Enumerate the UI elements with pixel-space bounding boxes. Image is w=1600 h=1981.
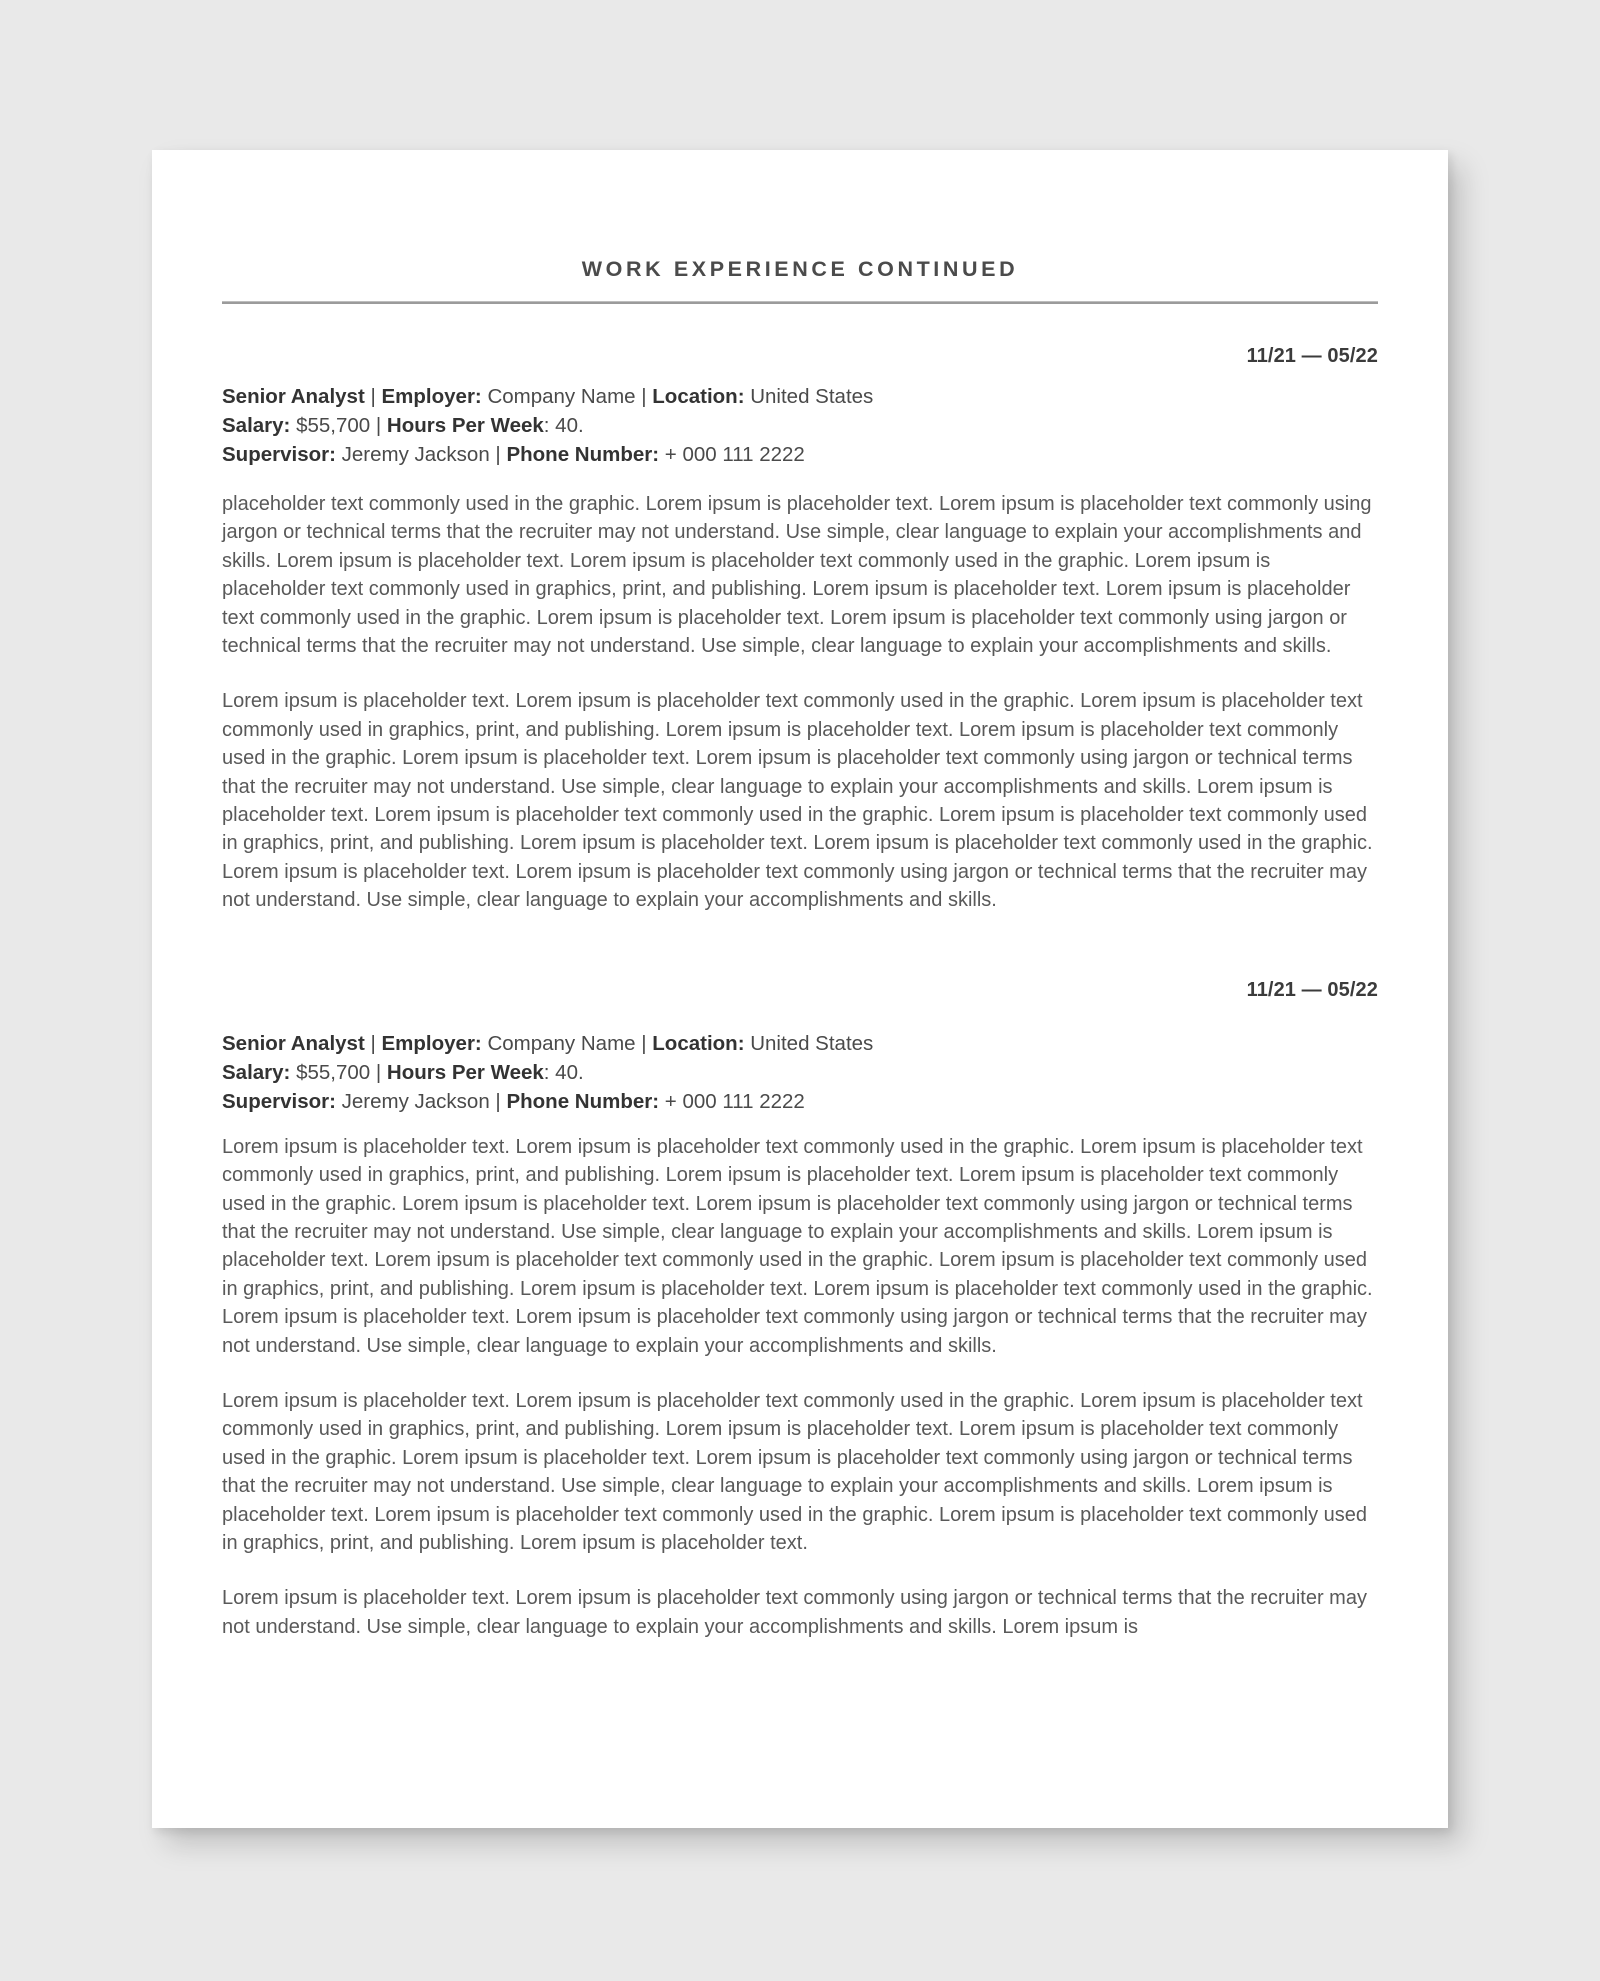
paragraph: Lorem ipsum is placeholder text. Lorem ipsum is placeholder text commonly using jargon or technical terms that the recruiter may not understand. Use simple, clear language to explain your accomplishments and skills. Lorem ipsum is bbox=[222, 1587, 1367, 1638]
location-value: United States bbox=[744, 1031, 874, 1055]
phone-label: Phone Number: bbox=[506, 443, 660, 466]
work-experience-entry bbox=[222, 345, 1378, 915]
location-value: United States bbox=[744, 385, 874, 408]
page-title: WORK EXPERIENCE CONTINUED bbox=[581, 257, 1019, 281]
resume-page bbox=[152, 150, 1448, 1828]
entry-description bbox=[222, 1133, 1378, 1642]
meta-separator: | bbox=[370, 1060, 387, 1084]
salary-value: $55,700 bbox=[290, 1060, 371, 1084]
salary-label: Salary: bbox=[222, 414, 291, 437]
work-experience-entry bbox=[222, 979, 1378, 1642]
entry-date-range: 11/21 — 05/22 bbox=[1246, 978, 1378, 1001]
phone-label: Phone Number: bbox=[506, 1089, 660, 1113]
entry-role: Senior Analyst bbox=[222, 1031, 365, 1055]
hours-label: Hours Per Week bbox=[386, 414, 544, 437]
paragraph: Lorem ipsum is placeholder text. Lorem ipsum is placeholder text commonly used in the graphic. Lorem ipsum is placeholder text commonly used in graphics, print, and publishing. Lorem ipsum is placeholder text. Lorem ipsum is placeholder text commonly used in the graphic. Lorem ipsum is placeholder text. Lorem ipsum is placeholder text commonly using jargon or technical terms that the recruiter may not understand. Use simple, clear language to explain your accomplishments and skills. Lorem ipsum is placeholder text. Lorem ipsum is placeholder text commonly used in the graphic. Lorem ipsum is placeholder text commonly used in graphics, print, and publishing. Lorem ipsum is placeholder text. Lorem ipsum is placeholder text commonly used in the graphic. Lorem ipsum is placeholder text. Lorem ipsum is placeholder text commonly using jargon or technical terms that the recruiter may not understand. Use simple, clear language to explain your accomplishments and skills. bbox=[222, 690, 1373, 912]
meta-separator: | bbox=[489, 443, 507, 466]
meta-separator: | bbox=[635, 385, 653, 408]
entry-description bbox=[222, 490, 1378, 915]
entry-date-range: 11/21 — 05/22 bbox=[1246, 345, 1378, 367]
hours-value: : 40. bbox=[543, 414, 584, 437]
entry-meta-line-supervisor bbox=[222, 440, 1378, 469]
phone-value: + 000 111 2222 bbox=[659, 443, 805, 466]
hours-label: Hours Per Week bbox=[386, 1060, 544, 1084]
salary-label: Salary: bbox=[222, 1060, 291, 1084]
supervisor-value: Jeremy Jackson bbox=[335, 1089, 490, 1113]
meta-separator: | bbox=[489, 1089, 507, 1113]
hours-value: : 40. bbox=[543, 1060, 584, 1084]
supervisor-label: Supervisor: bbox=[222, 443, 336, 466]
entry-meta bbox=[222, 382, 1378, 469]
paragraph: Lorem ipsum is placeholder text. Lorem ipsum is placeholder text commonly used in the graphic. Lorem ipsum is placeholder text commonly used in graphics, print, and publishing. Lorem ipsum is placeholder text. Lorem ipsum is placeholder text commonly used in the graphic. Lorem ipsum is placeholder text. Lorem ipsum is placeholder text commonly using jargon or technical terms that the recruiter may not understand. Use simple, clear language to explain your accomplishments and skills. Lorem ipsum is placeholder text. Lorem ipsum is placeholder text commonly used in the graphic. Lorem ipsum is placeholder text commonly used in graphics, print, and publishing. Lorem ipsum is placeholder text. bbox=[222, 1389, 1367, 1554]
entry-meta-line-salary bbox=[222, 1058, 1378, 1087]
title-divider bbox=[222, 301, 1378, 304]
phone-value: + 000 111 2222 bbox=[659, 1089, 805, 1113]
employer-label: Employer: bbox=[381, 1031, 482, 1055]
entry-meta-line-role bbox=[222, 382, 1378, 411]
meta-separator: | bbox=[370, 414, 387, 437]
paragraph: placeholder text commonly used in the graphic. Lorem ipsum is placeholder text. Lorem ipsum is placeholder text commonly using jargon or technical terms that the recruiter may not understand. Use simple, clear language to explain your accomplishments and skills. Lorem ipsum is placeholder text. Lorem ipsum is placeholder text commonly used in the graphic. Lorem ipsum is placeholder text commonly used in graphics, print, and publishing. Lorem ipsum is placeholder text. Lorem ipsum is placeholder text commonly used in the graphic. Lorem ipsum is placeholder text. Lorem ipsum is placeholder text commonly using jargon or technical terms that the recruiter may not understand. Use simple, clear language to explain your accomplishments and skills. bbox=[222, 493, 1372, 658]
employer-value: Company Name bbox=[481, 1031, 636, 1055]
entry-meta-line-salary bbox=[222, 411, 1378, 440]
entry-role: Senior Analyst bbox=[222, 385, 365, 408]
paragraph: Lorem ipsum is placeholder text. Lorem ipsum is placeholder text commonly used in the graphic. Lorem ipsum is placeholder text commonly used in graphics, print, and publishing. Lorem ipsum is placeholder text. Lorem ipsum is placeholder text commonly used in the graphic. Lorem ipsum is placeholder text. Lorem ipsum is placeholder text commonly using jargon or technical terms that the recruiter may not understand. Use simple, clear language to explain your accomplishments and skills. Lorem ipsum is placeholder text. Lorem ipsum is placeholder text commonly used in the graphic. Lorem ipsum is placeholder text commonly used in graphics, print, and publishing. Lorem ipsum is placeholder text. Lorem ipsum is placeholder text commonly used in the graphic. Lorem ipsum is placeholder text. Lorem ipsum is placeholder text commonly using jargon or technical terms that the recruiter may not understand. Use simple, clear language to explain your accomplishments and skills. bbox=[222, 1135, 1373, 1357]
entry-meta bbox=[222, 1029, 1378, 1116]
page-content bbox=[222, 150, 1378, 1641]
employer-label: Employer: bbox=[381, 385, 482, 408]
entry-meta-line-role bbox=[222, 1029, 1378, 1058]
location-label: Location: bbox=[652, 385, 745, 408]
meta-separator: | bbox=[364, 385, 382, 408]
salary-value: $55,700 bbox=[290, 414, 371, 437]
location-label: Location: bbox=[652, 1031, 745, 1055]
supervisor-value: Jeremy Jackson bbox=[335, 443, 490, 466]
entry-meta-line-supervisor bbox=[222, 1087, 1378, 1116]
supervisor-label: Supervisor: bbox=[222, 1089, 336, 1113]
employer-value: Company Name bbox=[481, 385, 636, 408]
meta-separator: | bbox=[364, 1031, 382, 1055]
meta-separator: | bbox=[635, 1031, 653, 1055]
